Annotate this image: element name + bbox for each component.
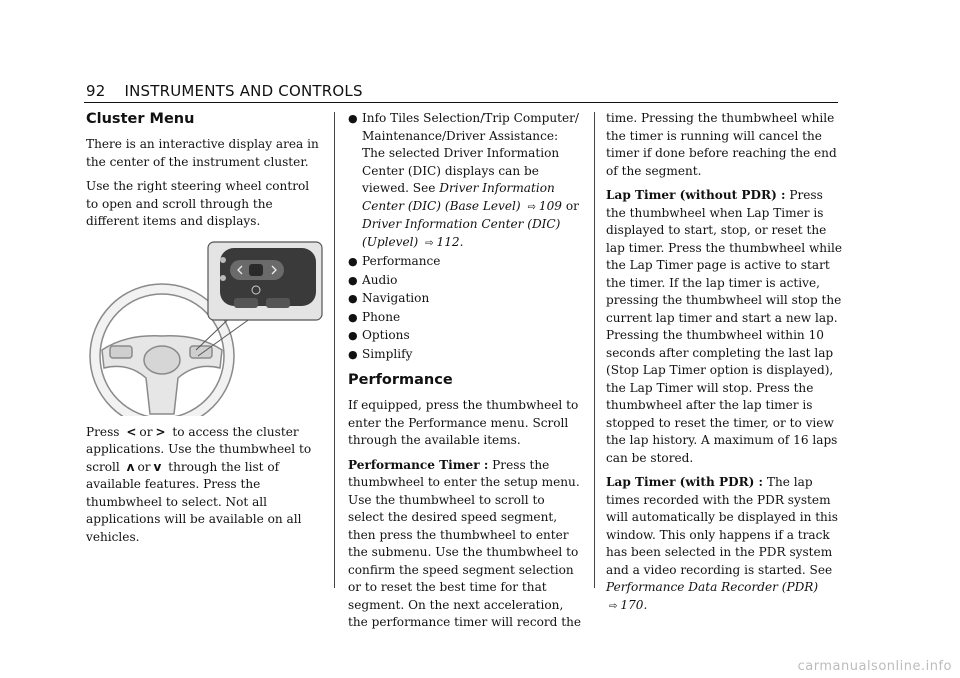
page-ref-arrow-icon: ⇨ <box>425 237 434 249</box>
list-item: ● Info Tiles Selection/Trip Computer/ Maintenance/Driver Assistance: The selected Driver Information Center (DIC) displays can be viewed. See Driver Information Center (DIC) (Base Level) ⇨ 109 or Driver Information Center (DIC) (Uplevel) ⇨ 112. <box>348 111 579 249</box>
bullet-icon: ● <box>348 273 358 287</box>
page-ref-arrow-icon: ⇨ <box>609 600 618 612</box>
list-item: ● Navigation <box>348 290 584 308</box>
control-paragraph: Use the right steering wheel control to open and scroll through the different items and displays. <box>86 179 310 228</box>
performance-timer-paragraph: Performance Timer : Press the thumbwheel to enter the setup menu. Use the thumbwheel to scroll to select the desired speed segment, then press the thumbwheel to enter the submenu. Use the thumbwheel to confirm the speed segment selection or to reset the best time for that segment. On the next acceleration, the performance timer will record the <box>348 457 582 629</box>
performance-timer-label: Performance Timer : <box>348 457 489 472</box>
cluster-app-list <box>348 110 584 363</box>
pdr-page[interactable]: 170 <box>620 597 644 612</box>
dic-base-link[interactable]: Driver Information Center (DIC) (Base Level) <box>362 181 555 213</box>
performance-intro: If equipped, press the thumbwheel to enter the Performance menu. Scroll through the available items. <box>348 398 579 447</box>
press-instructions: Press < or > to access the cluster applications. Use the thumbwheel to scroll ʌ or v through the list of available features. Press the thumbwheel to select. Not all applications will be available on all vehicles. <box>86 424 312 544</box>
performance-heading: Performance <box>348 372 453 388</box>
list-item: ● Audio <box>348 272 584 290</box>
bullet-icon: ● <box>348 310 358 324</box>
intro-paragraph: There is an interactive display area in the center of the instrument cluster. <box>86 137 319 169</box>
dic-uplevel-link[interactable]: Driver Information Center (DIC) (Uplevel) <box>362 217 561 249</box>
bullet-icon: ● <box>348 112 358 125</box>
steering-wheel-illustration <box>86 238 324 416</box>
page-header <box>86 82 838 100</box>
list-item: ● Options <box>348 327 584 345</box>
list-item: ● Phone <box>348 309 584 327</box>
column-3 <box>606 110 842 622</box>
up-arrow-icon: ʌ <box>126 459 135 474</box>
right-arrow-icon: > <box>155 424 166 439</box>
bullet-icon: ● <box>348 329 358 342</box>
bullet-icon: ● <box>348 292 358 305</box>
lap-timer-no-pdr-paragraph: Lap Timer (without PDR) : Press the thumbwheel when Lap Timer is displayed to start, stop, or reset the lap timer. Press the thumbwheel while the Lap Timer page is active to start the timer. If the lap timer is active, pressing the thumbwheel will stop the current lap timer and start a new lap. Pressing the thumbwheel within 10 seconds after completing the last lap (Stop Lap Timer option is displayed), the Lap Timer will stop. Press the thumbwheel after the lap timer is stopped to reset the timer, or to view the lap history. A maximum of 16 laps can be stored. <box>606 188 842 465</box>
page-ref-arrow-icon: ⇨ <box>527 201 536 213</box>
bullet-icon: ● <box>348 255 358 268</box>
pdr-link[interactable]: Performance Data Recorder (PDR) <box>606 580 819 594</box>
column-divider-2 <box>594 112 595 588</box>
cluster-menu-heading: Cluster Menu <box>86 111 195 127</box>
header-divider <box>84 102 838 103</box>
continued-paragraph: time. Pressing the thumbwheel while the timer is running will cancel the timer if done before reaching the end of the segment. <box>606 111 837 178</box>
column-1 <box>86 110 324 553</box>
steering-control-icon <box>208 242 322 320</box>
lap-timer-pdr-paragraph: Lap Timer (with PDR) : The lap times recorded with the PDR system will automatically be displayed in this window. This only happens if a track has been selected in the PDR system and a video recording is started. See Performance Data Recorder (PDR) ⇨ 170. <box>606 475 838 612</box>
bullet-icon: ● <box>348 347 358 361</box>
column-2 <box>348 110 584 639</box>
list-item: ● Simplify <box>348 346 584 364</box>
page-number: 92 <box>86 82 106 100</box>
left-arrow-icon: < <box>126 424 137 439</box>
lap-timer-pdr-label: Lap Timer (with PDR) : <box>606 475 764 489</box>
dic-uplevel-page[interactable]: 112 <box>436 234 460 249</box>
lap-timer-no-pdr-label: Lap Timer (without PDR) : <box>606 188 786 202</box>
dic-base-page[interactable]: 109 <box>538 198 562 213</box>
column-divider-1 <box>334 112 335 588</box>
list-item: ● Performance <box>348 253 584 271</box>
watermark: carmanualsonline.info <box>797 659 952 674</box>
down-arrow-icon: v <box>153 459 162 474</box>
section-title: INSTRUMENTS AND CONTROLS <box>124 82 363 100</box>
